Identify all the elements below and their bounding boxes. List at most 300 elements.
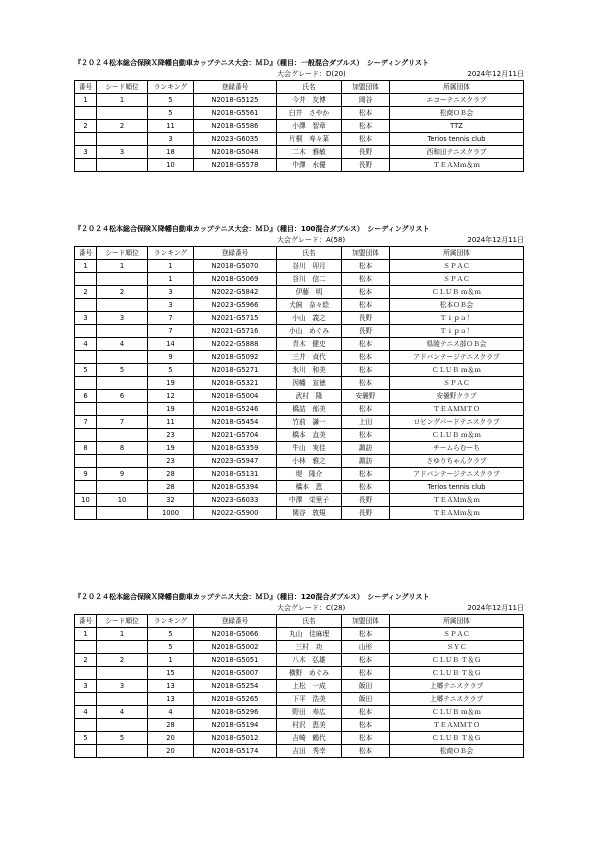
ranking-cell: 23 bbox=[148, 455, 194, 468]
registration-number-cell: N2018-G5194 bbox=[194, 719, 277, 732]
seeding-section-120 bbox=[74, 591, 524, 758]
player-name-cell: 関谷 敦規 bbox=[277, 507, 342, 520]
club-cell: Ｔｉｐａ！ bbox=[390, 325, 524, 338]
ranking-cell: 7 bbox=[148, 312, 194, 325]
header-registration-number: 登録番号 bbox=[194, 81, 277, 94]
list-date: 2024年12月11日 bbox=[467, 604, 524, 612]
entry-number-cell: 2 bbox=[75, 120, 97, 133]
affiliation-cell: 松本 bbox=[342, 429, 390, 442]
ranking-cell: 15 bbox=[148, 667, 194, 680]
registration-number-cell: N2018-G5265 bbox=[194, 693, 277, 706]
seed-rank-cell bbox=[97, 481, 148, 494]
seeding-section-general bbox=[74, 57, 524, 172]
ranking-cell: 13 bbox=[148, 693, 194, 706]
registration-number-cell: N2018-G5125 bbox=[194, 94, 277, 107]
registration-number-cell: N2018-G5271 bbox=[194, 364, 277, 377]
table-row bbox=[75, 351, 524, 364]
registration-number-cell: N2021-G5715 bbox=[194, 312, 277, 325]
registration-number-cell: N2018-G5070 bbox=[194, 260, 277, 273]
affiliation-cell: 長野 bbox=[342, 494, 390, 507]
club-cell: 松商ＯＢ会 bbox=[390, 107, 524, 120]
header-seed-rank: シード順位 bbox=[97, 615, 148, 628]
affiliation-cell: 松本 bbox=[342, 260, 390, 273]
entry-number-cell bbox=[75, 273, 97, 286]
club-cell: Terios tennis club bbox=[390, 481, 524, 494]
header-affiliation: 加盟団体 bbox=[342, 615, 390, 628]
registration-number-cell: N2023-G5966 bbox=[194, 299, 277, 312]
ranking-cell: 11 bbox=[148, 120, 194, 133]
affiliation-cell: 諏訪 bbox=[342, 455, 390, 468]
ranking-cell: 12 bbox=[148, 390, 194, 403]
player-name-cell: 三井 貞代 bbox=[277, 351, 342, 364]
player-name-cell: 横野 めぐみ bbox=[277, 667, 342, 680]
club-cell: 松商ＯＢ会 bbox=[390, 745, 524, 758]
registration-number-cell: N2018-G5394 bbox=[194, 481, 277, 494]
seed-rank-cell bbox=[97, 429, 148, 442]
registration-number-cell: N2018-G5359 bbox=[194, 442, 277, 455]
table-row bbox=[75, 364, 524, 377]
seed-rank-cell: 1 bbox=[97, 260, 148, 273]
header-registration-number: 登録番号 bbox=[194, 615, 277, 628]
seed-rank-cell bbox=[97, 667, 148, 680]
table-row bbox=[75, 654, 524, 667]
entry-number-cell bbox=[75, 719, 97, 732]
table-row bbox=[75, 377, 524, 390]
player-name-cell: 小山 義之 bbox=[277, 312, 342, 325]
table-row bbox=[75, 442, 524, 455]
ranking-cell: 1 bbox=[148, 260, 194, 273]
player-name-cell: 青木 健史 bbox=[277, 338, 342, 351]
seed-rank-cell bbox=[97, 403, 148, 416]
seed-rank-cell: 3 bbox=[97, 680, 148, 693]
affiliation-cell: 松本 bbox=[342, 286, 390, 299]
entry-number-cell bbox=[75, 403, 97, 416]
header-seed-rank: シード順位 bbox=[97, 247, 148, 260]
section-meta bbox=[74, 234, 524, 246]
registration-number-cell: N2018-G5007 bbox=[194, 667, 277, 680]
entry-number-cell bbox=[75, 159, 97, 172]
player-name-cell: 今井 友博 bbox=[277, 94, 342, 107]
registration-number-cell: N2018-G5004 bbox=[194, 390, 277, 403]
player-name-cell: 谷川 信二 bbox=[277, 273, 342, 286]
player-name-cell: 二木 雅敏 bbox=[277, 146, 342, 159]
registration-number-cell: N2021-G5716 bbox=[194, 325, 277, 338]
player-name-cell: 八木 弘雄 bbox=[277, 654, 342, 667]
registration-number-cell: N2018-G5454 bbox=[194, 416, 277, 429]
entry-number-cell bbox=[75, 133, 97, 146]
header-player-name: 氏名 bbox=[277, 247, 342, 260]
affiliation-cell: 松本 bbox=[342, 351, 390, 364]
entry-number-cell: 9 bbox=[75, 468, 97, 481]
entry-number-cell bbox=[75, 351, 97, 364]
seed-rank-cell bbox=[97, 133, 148, 146]
affiliation-cell: 松本 bbox=[342, 745, 390, 758]
seed-rank-cell: 1 bbox=[97, 628, 148, 641]
affiliation-cell: 長野 bbox=[342, 159, 390, 172]
club-cell: ロビングバードテニスクラブ bbox=[390, 416, 524, 429]
club-cell: Terios tennis club bbox=[390, 133, 524, 146]
table-row bbox=[75, 455, 524, 468]
affiliation-cell: 長野 bbox=[342, 325, 390, 338]
ranking-cell: 13 bbox=[148, 680, 194, 693]
ranking-cell: 23 bbox=[148, 429, 194, 442]
club-cell: ＣＬＵＢ ｍ＆ｍ bbox=[390, 429, 524, 442]
registration-number-cell: N2018-G5586 bbox=[194, 120, 277, 133]
club-cell: さゆりちゃんクラブ bbox=[390, 455, 524, 468]
registration-number-cell: N2018-G5246 bbox=[194, 403, 277, 416]
affiliation-cell: 松本 bbox=[342, 338, 390, 351]
registration-number-cell: N2022-G5888 bbox=[194, 338, 277, 351]
club-cell: ＴＥＡＭＭＴＯ bbox=[390, 403, 524, 416]
registration-number-cell: N2018-G5066 bbox=[194, 628, 277, 641]
entry-number-cell: 2 bbox=[75, 286, 97, 299]
seed-rank-cell: 2 bbox=[97, 654, 148, 667]
tournament-grade: 大会グレード：A(58) bbox=[277, 236, 346, 244]
ranking-cell: 7 bbox=[148, 325, 194, 338]
header-ranking: ランキング bbox=[148, 247, 194, 260]
table-row bbox=[75, 146, 524, 159]
table-row bbox=[75, 745, 524, 758]
ranking-cell: 19 bbox=[148, 403, 194, 416]
seed-rank-cell bbox=[97, 351, 148, 364]
table-row bbox=[75, 107, 524, 120]
header-entry-number: 番号 bbox=[75, 81, 97, 94]
entry-number-cell: 3 bbox=[75, 312, 97, 325]
ranking-cell: 4 bbox=[148, 706, 194, 719]
registration-number-cell: N2018-G5254 bbox=[194, 680, 277, 693]
player-name-cell: 丸山 佳麻理 bbox=[277, 628, 342, 641]
entry-number-cell: 10 bbox=[75, 494, 97, 507]
player-name-cell: 臼井 さやか bbox=[277, 107, 342, 120]
section-title: 『２０２４松本総合保険Ｘ降幡自動車カップテニス大会：ＭＤ』（種目：100混合ダブルス） シーディングリスト bbox=[74, 224, 430, 233]
club-cell: TTZ bbox=[390, 120, 524, 133]
registration-number-cell: N2018-G5174 bbox=[194, 745, 277, 758]
seed-rank-cell bbox=[97, 693, 148, 706]
club-cell: 松本ＯＢ会 bbox=[390, 299, 524, 312]
header-club: 所属団体 bbox=[390, 247, 524, 260]
ranking-cell: 9 bbox=[148, 351, 194, 364]
entry-number-cell bbox=[75, 693, 97, 706]
header-registration-number: 登録番号 bbox=[194, 247, 277, 260]
player-name-cell: 片桐 寿々菜 bbox=[277, 133, 342, 146]
ranking-cell: 3 bbox=[148, 133, 194, 146]
club-cell: Ｔｉｐａ！ bbox=[390, 312, 524, 325]
table-row bbox=[75, 719, 524, 732]
player-name-cell: 犬飼 奈々絵 bbox=[277, 299, 342, 312]
table-row bbox=[75, 338, 524, 351]
table-header-row bbox=[75, 81, 524, 94]
affiliation-cell: 飯田 bbox=[342, 693, 390, 706]
entry-number-cell: 3 bbox=[75, 680, 97, 693]
seed-rank-cell: 4 bbox=[97, 338, 148, 351]
affiliation-cell: 上田 bbox=[342, 416, 390, 429]
player-name-cell: 因幡 宣徳 bbox=[277, 377, 342, 390]
entry-number-cell bbox=[75, 667, 97, 680]
club-cell: ＣＬＵＢ ｍ＆ｍ bbox=[390, 286, 524, 299]
entry-number-cell bbox=[75, 107, 97, 120]
affiliation-cell: 長野 bbox=[342, 507, 390, 520]
seed-rank-cell: 8 bbox=[97, 442, 148, 455]
seed-rank-cell bbox=[97, 325, 148, 338]
header-club: 所属団体 bbox=[390, 615, 524, 628]
table-row bbox=[75, 641, 524, 654]
affiliation-cell: 山形 bbox=[342, 641, 390, 654]
club-cell: エコーテニスクラブ bbox=[390, 94, 524, 107]
entry-number-cell: 4 bbox=[75, 338, 97, 351]
table-row bbox=[75, 286, 524, 299]
ranking-cell: 1 bbox=[148, 273, 194, 286]
header-entry-number: 番号 bbox=[75, 615, 97, 628]
club-cell: ＳＰＡＣ bbox=[390, 377, 524, 390]
player-name-cell: 堤 隆介 bbox=[277, 468, 342, 481]
header-player-name: 氏名 bbox=[277, 81, 342, 94]
ranking-cell: 28 bbox=[148, 468, 194, 481]
table-header-row bbox=[75, 615, 524, 628]
entry-number-cell bbox=[75, 745, 97, 758]
seed-rank-cell bbox=[97, 641, 148, 654]
registration-number-cell: N2021-G5704 bbox=[194, 429, 277, 442]
table-row bbox=[75, 628, 524, 641]
affiliation-cell: 松本 bbox=[342, 299, 390, 312]
seed-rank-cell: 7 bbox=[97, 416, 148, 429]
entry-number-cell: 1 bbox=[75, 628, 97, 641]
affiliation-cell: 諏訪 bbox=[342, 442, 390, 455]
player-name-cell: 氷川 和美 bbox=[277, 364, 342, 377]
club-cell: ＴＥＡＭｍ＆ｍ bbox=[390, 494, 524, 507]
entry-number-cell bbox=[75, 507, 97, 520]
table-row bbox=[75, 94, 524, 107]
table-row bbox=[75, 468, 524, 481]
entry-number-cell: 5 bbox=[75, 732, 97, 745]
seed-rank-cell: 2 bbox=[97, 120, 148, 133]
table-row bbox=[75, 273, 524, 286]
affiliation-cell: 松本 bbox=[342, 667, 390, 680]
table-row bbox=[75, 390, 524, 403]
entry-number-cell bbox=[75, 377, 97, 390]
ranking-cell: 5 bbox=[148, 364, 194, 377]
seed-rank-cell: 6 bbox=[97, 390, 148, 403]
affiliation-cell: 松本 bbox=[342, 732, 390, 745]
club-cell: 西和田テニスクラブ bbox=[390, 146, 524, 159]
seed-rank-cell bbox=[97, 507, 148, 520]
entry-number-cell: 3 bbox=[75, 146, 97, 159]
table-row bbox=[75, 260, 524, 273]
affiliation-cell: 松本 bbox=[342, 654, 390, 667]
affiliation-cell: 松本 bbox=[342, 403, 390, 416]
header-player-name: 氏名 bbox=[277, 615, 342, 628]
table-row bbox=[75, 494, 524, 507]
ranking-cell: 3 bbox=[148, 299, 194, 312]
table-row bbox=[75, 429, 524, 442]
club-cell: ＣＬＵＢ ｍ＆ｍ bbox=[390, 364, 524, 377]
registration-number-cell: N2018-G5051 bbox=[194, 654, 277, 667]
header-seed-rank: シード順位 bbox=[97, 81, 148, 94]
affiliation-cell: 飯田 bbox=[342, 680, 390, 693]
player-name-cell: 橋本 直美 bbox=[277, 429, 342, 442]
seed-rank-cell: 4 bbox=[97, 706, 148, 719]
affiliation-cell: 安曇野 bbox=[342, 390, 390, 403]
player-name-cell: 中澤 水優 bbox=[277, 159, 342, 172]
registration-number-cell: N2018-G5069 bbox=[194, 273, 277, 286]
registration-number-cell: N2023-G5947 bbox=[194, 455, 277, 468]
affiliation-cell: 松本 bbox=[342, 719, 390, 732]
header-affiliation: 加盟団体 bbox=[342, 247, 390, 260]
seed-rank-cell bbox=[97, 107, 148, 120]
registration-number-cell: N2018-G5561 bbox=[194, 107, 277, 120]
entry-number-cell: 4 bbox=[75, 706, 97, 719]
tournament-grade: 大会グレード：D(20) bbox=[277, 70, 346, 78]
club-cell: ＣＬＵＢ ｍ＆ｍ bbox=[390, 706, 524, 719]
seed-rank-cell bbox=[97, 159, 148, 172]
registration-number-cell: N2018-G5131 bbox=[194, 468, 277, 481]
entry-number-cell bbox=[75, 481, 97, 494]
seed-rank-cell: 9 bbox=[97, 468, 148, 481]
ranking-cell: 10 bbox=[148, 159, 194, 172]
player-name-cell: 吉崎 鶴代 bbox=[277, 732, 342, 745]
entry-number-cell bbox=[75, 641, 97, 654]
club-cell: 上郷テニスクラブ bbox=[390, 693, 524, 706]
ranking-cell: 3 bbox=[148, 286, 194, 299]
club-cell: ＣＬＵＢ Ｔ＆Ｇ bbox=[390, 667, 524, 680]
registration-number-cell: N2018-G5296 bbox=[194, 706, 277, 719]
ranking-cell: 19 bbox=[148, 377, 194, 390]
seed-rank-cell bbox=[97, 455, 148, 468]
player-name-cell: 上松 一成 bbox=[277, 680, 342, 693]
player-name-cell: 小山 めぐみ bbox=[277, 325, 342, 338]
entry-number-cell: 8 bbox=[75, 442, 97, 455]
club-cell: 県陵テニス部ＯＢ会 bbox=[390, 338, 524, 351]
section-meta bbox=[74, 68, 524, 80]
ranking-cell: 5 bbox=[148, 628, 194, 641]
table-row bbox=[75, 403, 524, 416]
seed-rank-cell bbox=[97, 273, 148, 286]
player-name-cell: 橋本 恵 bbox=[277, 481, 342, 494]
club-cell: ＳＰＡＣ bbox=[390, 260, 524, 273]
registration-number-cell: N2018-G5048 bbox=[194, 146, 277, 159]
table-row bbox=[75, 416, 524, 429]
registration-number-cell: N2018-G5002 bbox=[194, 641, 277, 654]
seed-rank-cell bbox=[97, 745, 148, 758]
club-cell: アドバンテージテニスクラブ bbox=[390, 351, 524, 364]
table-row bbox=[75, 133, 524, 146]
ranking-cell: 14 bbox=[148, 338, 194, 351]
tournament-grade: 大会グレード：C(28) bbox=[277, 604, 346, 612]
affiliation-cell: 松本 bbox=[342, 133, 390, 146]
ranking-cell: 18 bbox=[148, 146, 194, 159]
seed-rank-cell bbox=[97, 299, 148, 312]
player-name-cell: 竹前 謙一 bbox=[277, 416, 342, 429]
seed-rank-cell: 10 bbox=[97, 494, 148, 507]
table-row bbox=[75, 159, 524, 172]
player-name-cell: 吉田 秀幸 bbox=[277, 745, 342, 758]
seed-rank-cell: 3 bbox=[97, 146, 148, 159]
table-row bbox=[75, 325, 524, 338]
player-name-cell: 野田 寿広 bbox=[277, 706, 342, 719]
entry-number-cell: 2 bbox=[75, 654, 97, 667]
seeding-table bbox=[74, 246, 524, 520]
entry-number-cell: 1 bbox=[75, 260, 97, 273]
affiliation-cell: 長野 bbox=[342, 312, 390, 325]
seed-rank-cell: 5 bbox=[97, 732, 148, 745]
affiliation-cell: 松本 bbox=[342, 120, 390, 133]
ranking-cell: 5 bbox=[148, 94, 194, 107]
affiliation-cell: 松本 bbox=[342, 273, 390, 286]
club-cell: 安曇野クラブ bbox=[390, 390, 524, 403]
affiliation-cell: 松本 bbox=[342, 706, 390, 719]
entry-number-cell bbox=[75, 325, 97, 338]
affiliation-cell: 松本 bbox=[342, 107, 390, 120]
entry-number-cell: 5 bbox=[75, 364, 97, 377]
seed-rank-cell bbox=[97, 719, 148, 732]
seed-rank-cell: 1 bbox=[97, 94, 148, 107]
ranking-cell: 19 bbox=[148, 442, 194, 455]
table-row bbox=[75, 120, 524, 133]
list-date: 2024年12月11日 bbox=[467, 236, 524, 244]
table-row bbox=[75, 507, 524, 520]
seeding-table bbox=[74, 80, 524, 172]
club-cell: ＳＰＡＣ bbox=[390, 273, 524, 286]
club-cell: チームらむーち bbox=[390, 442, 524, 455]
header-ranking: ランキング bbox=[148, 615, 194, 628]
list-date: 2024年12月11日 bbox=[467, 70, 524, 78]
table-row bbox=[75, 667, 524, 680]
seed-rank-cell: 2 bbox=[97, 286, 148, 299]
ranking-cell: 5 bbox=[148, 107, 194, 120]
player-name-cell: 下平 浩美 bbox=[277, 693, 342, 706]
table-header-row bbox=[75, 247, 524, 260]
header-ranking: ランキング bbox=[148, 81, 194, 94]
ranking-cell: 28 bbox=[148, 719, 194, 732]
affiliation-cell: 松本 bbox=[342, 628, 390, 641]
ranking-cell: 20 bbox=[148, 745, 194, 758]
club-cell: ＣＬＵＢ Ｔ＆Ｇ bbox=[390, 654, 524, 667]
table-row bbox=[75, 312, 524, 325]
player-name-cell: 三村 功 bbox=[277, 641, 342, 654]
entry-number-cell bbox=[75, 455, 97, 468]
ranking-cell: 32 bbox=[148, 494, 194, 507]
affiliation-cell: 松本 bbox=[342, 481, 390, 494]
registration-number-cell: N2018-G5321 bbox=[194, 377, 277, 390]
entry-number-cell bbox=[75, 429, 97, 442]
registration-number-cell: N2023-G6033 bbox=[194, 494, 277, 507]
entry-number-cell: 1 bbox=[75, 94, 97, 107]
player-name-cell: 伊藤 明 bbox=[277, 286, 342, 299]
ranking-cell: 20 bbox=[148, 732, 194, 745]
table-row bbox=[75, 481, 524, 494]
table-row bbox=[75, 680, 524, 693]
section-title: 『２０２４松本総合保険Ｘ降幡自動車カップテニス大会：ＭＤ』（種目：120混合ダブルス） シーディングリスト bbox=[74, 592, 430, 601]
registration-number-cell: N2018-G5578 bbox=[194, 159, 277, 172]
seed-rank-cell: 3 bbox=[97, 312, 148, 325]
player-name-cell: 村沢 恵美 bbox=[277, 719, 342, 732]
ranking-cell: 11 bbox=[148, 416, 194, 429]
seeding-table bbox=[74, 614, 524, 758]
registration-number-cell: N2018-G5092 bbox=[194, 351, 277, 364]
player-name-cell: 中澤 栄里子 bbox=[277, 494, 342, 507]
header-club: 所属団体 bbox=[390, 81, 524, 94]
entry-number-cell: 6 bbox=[75, 390, 97, 403]
club-cell: ＳＹＣ bbox=[390, 641, 524, 654]
club-cell: ＳＰＡＣ bbox=[390, 628, 524, 641]
affiliation-cell: 松本 bbox=[342, 468, 390, 481]
club-cell: 上郷テニスクラブ bbox=[390, 680, 524, 693]
registration-number-cell: N2018-G5012 bbox=[194, 732, 277, 745]
registration-number-cell: N2022-G5900 bbox=[194, 507, 277, 520]
ranking-cell: 1 bbox=[148, 654, 194, 667]
header-affiliation: 加盟団体 bbox=[342, 81, 390, 94]
entry-number-cell: 7 bbox=[75, 416, 97, 429]
player-name-cell: 武村 隆 bbox=[277, 390, 342, 403]
